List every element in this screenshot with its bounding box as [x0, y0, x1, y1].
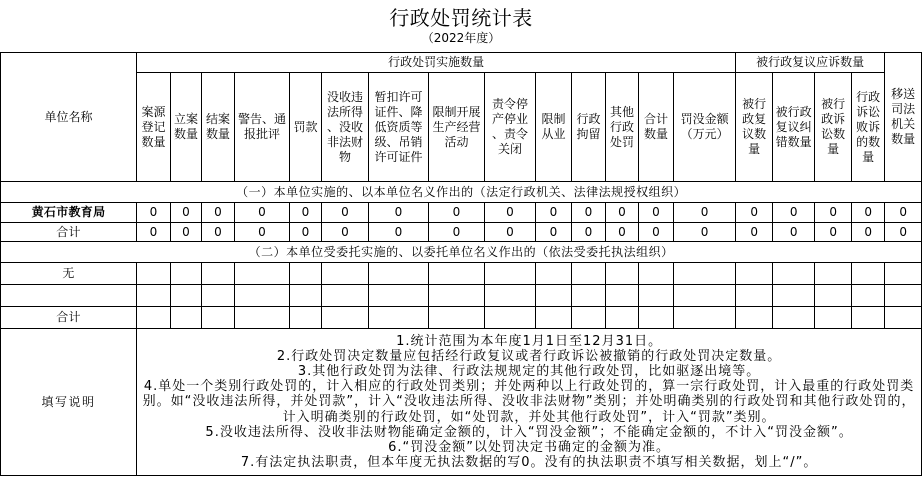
value-cell-case-closed: [202, 263, 235, 285]
value-cell-other-penalty: [606, 285, 639, 307]
value-cell-review-correction-count: [773, 285, 815, 307]
value-cell-license-suspension: 0: [369, 223, 429, 242]
value-cell-litigation-count: [815, 263, 852, 285]
value-cell-transfer-to-judicial: [885, 307, 922, 329]
value-cell-review-count: [736, 307, 773, 329]
header-col-case-filed: 立案数量: [171, 73, 202, 182]
header-col-litigation-count: 被行政诉讼数量: [815, 73, 852, 182]
penalty-statistics-table: [0, 52, 922, 476]
value-cell-litigation-lost-count: [852, 263, 885, 285]
header-col-confiscation: 没收违法所得、没收非法财物: [322, 73, 369, 182]
table-title: 行政处罚统计表: [389, 6, 533, 30]
note-item: 6.“罚没金额”以处罚决定书确定的金额为准。: [388, 440, 671, 455]
header-col-license-suspension: 暂扣许可证件、降低资质等级、吊销许可证件: [369, 73, 429, 182]
value-cell-employment-restriction: [536, 307, 572, 329]
value-cell-license-suspension: [369, 285, 429, 307]
value-cell-confiscation: 0: [322, 203, 369, 223]
value-cell-case-filed: 0: [171, 223, 202, 242]
value-cell-business-restriction: 0: [429, 223, 485, 242]
row-label-cell: 合计: [1, 223, 137, 242]
value-cell-litigation-lost-count: 0: [852, 223, 885, 242]
header-col-total-count: 合计数量: [639, 73, 674, 182]
header-col-business-restriction: 限制开展生产经营活动: [429, 73, 485, 182]
header-col-production-suspension: 责令停产停业、责令关闭: [485, 73, 536, 182]
header-col-review-correction-count: 被行政复议纠错数量: [773, 73, 815, 182]
value-cell-confiscation: [322, 307, 369, 329]
value-cell-production-suspension: [485, 285, 536, 307]
header-col-fine: 罚款: [290, 73, 322, 182]
value-cell-business-restriction: [429, 263, 485, 285]
value-cell-litigation-count: 0: [815, 223, 852, 242]
value-cell-review-correction-count: 0: [773, 223, 815, 242]
value-cell-review-count: 0: [736, 223, 773, 242]
value-cell-litigation-count: [815, 307, 852, 329]
value-cell-litigation-count: [815, 285, 852, 307]
value-cell-production-suspension: [485, 307, 536, 329]
note-item: 5.没收违法所得、没收非法财物能确定金额的，计入“罚没金额”；不能确定金额的，不计入“罚没金额”。: [205, 424, 853, 440]
value-cell-administrative-detention: [572, 263, 606, 285]
table-subtitle: （2022年度）: [421, 31, 501, 45]
header-col-transfer-to-judicial: 移送司法机关数量: [885, 53, 922, 182]
value-cell-administrative-detention: 0: [572, 203, 606, 223]
value-cell-production-suspension: 0: [485, 223, 536, 242]
value-cell-production-suspension: [485, 263, 536, 285]
value-cell-administrative-detention: [572, 285, 606, 307]
notes-cell: [137, 329, 922, 476]
note-item: 2.行政处罚决定数量应包括经行政复议或者行政诉讼被撤销的行政处罚决定数量。: [276, 348, 782, 364]
value-cell-administrative-detention: [572, 307, 606, 329]
header-group-review: 被行政复议应诉数量: [736, 53, 885, 73]
section-1-header-row: [1, 182, 922, 203]
value-cell-case-closed: [202, 285, 235, 307]
row-label-cell: 无: [1, 263, 137, 285]
value-cell-other-penalty: 0: [606, 223, 639, 242]
header-column-row: [1, 73, 922, 182]
header-col-employment-restriction: 限制从业: [536, 73, 572, 182]
value-cell-confiscation: [322, 285, 369, 307]
value-cell-transfer-to-judicial: [885, 285, 922, 307]
value-cell-review-count: [736, 285, 773, 307]
header-col-confiscation-amount: 罚没金额（万元）: [674, 73, 736, 182]
value-cell-transfer-to-judicial: [885, 263, 922, 285]
row-label-cell: [1, 285, 137, 307]
table-row: [1, 223, 922, 242]
value-cell-other-penalty: [606, 307, 639, 329]
value-cell-fine: 0: [290, 223, 322, 242]
value-cell-business-restriction: 0: [429, 203, 485, 223]
value-cell-review-count: [736, 263, 773, 285]
value-cell-other-penalty: [606, 263, 639, 285]
value-cell-litigation-lost-count: 0: [852, 203, 885, 223]
value-cell-license-suspension: [369, 307, 429, 329]
value-cell-other-penalty: 0: [606, 203, 639, 223]
value-cell-fine: [290, 285, 322, 307]
table-row: [1, 203, 922, 223]
value-cell-warning-criticism: [235, 307, 290, 329]
header-col-review-count: 被行政复议数量: [736, 73, 773, 182]
section-2-title: （二）本单位受委托实施的、以委托单位名义作出的（依法受委托执法组织）: [1, 242, 922, 263]
value-cell-warning-criticism: [235, 285, 290, 307]
value-cell-total-count: [639, 307, 674, 329]
value-cell-business-restriction: [429, 285, 485, 307]
header-col-case-source-registration: 案源登记数量: [137, 73, 171, 182]
value-cell-fine: [290, 307, 322, 329]
value-cell-case-source-registration: 0: [137, 203, 171, 223]
value-cell-employment-restriction: 0: [536, 223, 572, 242]
value-cell-total-count: [639, 285, 674, 307]
table-body: [1, 182, 922, 476]
value-cell-production-suspension: 0: [485, 203, 536, 223]
value-cell-transfer-to-judicial: 0: [885, 223, 922, 242]
value-cell-employment-restriction: [536, 263, 572, 285]
value-cell-litigation-count: 0: [815, 203, 852, 223]
value-cell-confiscation: [322, 263, 369, 285]
value-cell-confiscation-amount: 0: [674, 203, 736, 223]
note-item: 3.其他行政处罚为法律、行政法规规定的其他行政处罚，比如驱逐出境等。: [297, 363, 761, 379]
value-cell-review-correction-count: 0: [773, 203, 815, 223]
value-cell-confiscation-amount: 0: [674, 223, 736, 242]
value-cell-total-count: 0: [639, 203, 674, 223]
value-cell-confiscation-amount: [674, 307, 736, 329]
note-item: 1.统计范围为本年度1月1日至12月31日。: [396, 333, 663, 349]
header-group-row: [1, 53, 922, 73]
value-cell-total-count: 0: [639, 223, 674, 242]
header-col-litigation-lost-count: 行政诉讼败诉的数量: [852, 73, 885, 182]
value-cell-license-suspension: 0: [369, 203, 429, 223]
value-cell-review-correction-count: [773, 263, 815, 285]
value-cell-confiscation-amount: [674, 285, 736, 307]
value-cell-case-closed: [202, 307, 235, 329]
table-header: [1, 53, 922, 182]
value-cell-case-source-registration: [137, 263, 171, 285]
value-cell-employment-restriction: [536, 285, 572, 307]
table-row: [1, 263, 922, 285]
value-cell-case-filed: [171, 285, 202, 307]
value-cell-warning-criticism: 0: [235, 203, 290, 223]
value-cell-case-source-registration: [137, 307, 171, 329]
section-1-title: （一）本单位实施的、以本单位名义作出的（法定行政机关、法律法规授权组织）: [1, 182, 922, 203]
table-row: [1, 307, 922, 329]
value-cell-warning-criticism: [235, 263, 290, 285]
row-label-cell: 合计: [1, 307, 137, 329]
value-cell-case-closed: 0: [202, 223, 235, 242]
note-item: 7.有法定执法职责，但本年度无执法数据的写0。没有的执法职责不填写相关数据，划上“/”。: [240, 455, 818, 471]
header-unit-name: 单位名称: [1, 53, 137, 182]
value-cell-review-count: 0: [736, 203, 773, 223]
table-row: [1, 285, 922, 307]
value-cell-case-closed: 0: [202, 203, 235, 223]
section-2-header-row: [1, 242, 922, 263]
notes-label: 填写说明: [1, 329, 137, 476]
header-col-case-closed: 结案数量: [202, 73, 235, 182]
value-cell-confiscation: 0: [322, 223, 369, 242]
header-col-warning-criticism: 警告、通报批评: [235, 73, 290, 182]
value-cell-transfer-to-judicial: 0: [885, 203, 922, 223]
value-cell-administrative-detention: 0: [572, 223, 606, 242]
header-col-other-penalty: 其他行政处罚: [606, 73, 639, 182]
value-cell-case-source-registration: [137, 285, 171, 307]
value-cell-confiscation-amount: [674, 263, 736, 285]
value-cell-business-restriction: [429, 307, 485, 329]
value-cell-litigation-lost-count: [852, 285, 885, 307]
value-cell-case-filed: 0: [171, 203, 202, 223]
header-group-penalty: 行政处罚实施数量: [137, 53, 736, 73]
value-cell-fine: [290, 263, 322, 285]
value-cell-case-source-registration: 0: [137, 223, 171, 242]
value-cell-fine: 0: [290, 203, 322, 223]
header-col-administrative-detention: 行政拘留: [572, 73, 606, 182]
value-cell-employment-restriction: 0: [536, 203, 572, 223]
value-cell-litigation-lost-count: [852, 307, 885, 329]
value-cell-total-count: [639, 263, 674, 285]
notes-row: [1, 329, 922, 476]
value-cell-license-suspension: [369, 263, 429, 285]
value-cell-review-correction-count: [773, 307, 815, 329]
value-cell-warning-criticism: 0: [235, 223, 290, 242]
notes-list: [139, 334, 919, 471]
value-cell-case-filed: [171, 307, 202, 329]
value-cell-case-filed: [171, 263, 202, 285]
note-item: 4.单处一个类别行政处罚的，计入相应的行政处罚类别；并处两种以上行政处罚的，算一宗行政处罚，计入最重的行政处罚类别。如“没收违法所得，并处罚款”，计入“没收违法所得、没收非法财物”类别；并处明确类别的行政处罚和其他行政处罚的，计入明确类别的行政处罚，如“处罚款，并处其他行政处罚”，计入“罚款”类别。: [142, 379, 916, 425]
row-label-cell: 黄石市教育局: [1, 203, 137, 223]
